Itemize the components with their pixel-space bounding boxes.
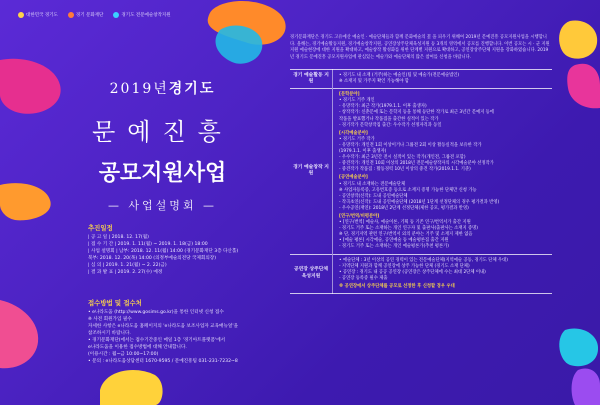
row-line: - 유망작가: 개인전 1회 이상이거나 그룹전 2회 이상 활동실적을 보유한 작가	[339, 142, 482, 148]
submission-row: (이용시간 : 월~금 10:00~17:00)	[88, 352, 159, 357]
row-label: 공연장 상주단체 육성지원	[290, 254, 333, 293]
row-line: - 유망작가: 최근 작가(1979.1.1. 이후 출생자)	[339, 104, 427, 110]
title-line-1: 문예진흥	[92, 118, 233, 146]
decorative-blob-magenta-right	[565, 60, 600, 110]
submission-row: • e나라도움 (http://www.gosims.go.kr)을 통한 인터넷 신청 접수	[88, 310, 224, 315]
title-line-2: 공모지원사업	[98, 161, 227, 186]
submission-row: 참조하시기 바랍니다.	[88, 331, 131, 336]
table-row	[290, 254, 552, 293]
row-line: (1979.1.1. 이후 출생자)	[339, 149, 387, 155]
decorative-blob-pink-bottom-left	[0, 300, 45, 370]
row-line: • [연구/번역] 예술사, 예술이론, 기획 등 기존 연구/번역서가 출간 지원	[339, 220, 471, 226]
submission-row: e나라도움을 이용한 접수방법에 대해 안내합니다.	[88, 345, 187, 350]
row-line: ※ 사업자등록증, 고유번호증 등으로 소재지 증명 가능한 단체만 신청 가능	[339, 187, 477, 193]
logo-arts-support: 경기도 전문예술창작지원	[113, 12, 170, 18]
row-line: - 경기도 거주 또는 소재하는 개인 연구자 및 출판사(출판사는 소재지 증명)	[339, 226, 478, 232]
row-line: - 창작작가: 신춘문예 또는 문학지 등을 통해 등단한 작가로 최근 3년간 문예지 등에	[339, 110, 494, 116]
row-label: 경기 예술창작 지원	[290, 89, 333, 254]
title-line-3: — 사업설명회 —	[107, 199, 218, 212]
decorative-blob-cyan-right	[555, 325, 600, 370]
row-line: • 경기도 내 소재 (거주)하는 예술인(팀 및 예술가(전문예술법인)	[339, 73, 460, 78]
row-line: - 작곡초연(신작): 도내 공연예술단체 (2018년 1단계 선정단체의 경우 평가결과 반영)	[339, 199, 500, 205]
eligibility-panel	[290, 35, 552, 294]
intro-paragraph: 경기문화재단은 경기도 고유예산 예술인 · 예술단체들과 함께 문화예술의 꽃 을 피우기 위해여 2019년 문예진흥 공모지원사업을 시행합니다. 올해는, 경기예술활동지원, 경기예술창작지원, 공연장상주단체육성지원 등 3개의 영역에서 공모를 진행합니다. 이번 공모는 시 · 군 지원지원 예술현장에 대한 지원을 확대하고, 예술창작 활성화를 위한 단계별 지원으로 확대하고, 공연장상주단체 지원을 강화하였습니다. 2019년 경기도 문예진흥 공모지원사업에 관심있는 예술가와 예술단체의 많은 참여를 신청을 바랍니다.	[290, 35, 550, 60]
row-line: ※ 소재지 및 가주지 확인 가능해야 함	[339, 79, 409, 85]
schedule-row: | 결 과 발 표 | 2019. 2. 27(수) 예정	[88, 270, 163, 275]
row-line: • 경기도 내 소재하는 전문예술단체	[339, 181, 406, 187]
row-line: • 경기도 거주 개인	[339, 98, 375, 104]
row-label: 경기 예술활동 지원	[290, 70, 333, 89]
sponsor-logos	[18, 12, 171, 18]
logo-gyeonggi-province: 대한민국 경기도	[18, 12, 58, 18]
decorative-blob-purple-right-bottom	[570, 365, 600, 405]
row-line: - 경기도 거주 또는 소재하는 개인 예술평론가(추천 평론가)	[339, 244, 449, 250]
row-content	[333, 254, 553, 293]
schedule-row: | 사업 설명회 | 남부: 2018. 12. 11(월) 14:00 (경기문화재단 3층 다산홀)	[88, 249, 239, 254]
row-line: - 공연창작(신작): 도내 공연예술단체	[339, 193, 408, 199]
submission-row: • 경기문화재단(에서는 접수기간중인 매일 1층 '경기아트플랫폼'에서	[88, 338, 226, 343]
title-block	[60, 78, 265, 213]
row-subheading: [연구/번역/비평분야]	[339, 213, 380, 219]
schedule-row: | 심 의 | 2019. 1. 21(월) ~ 2. 22(금)	[88, 263, 167, 268]
submission-row: ※ 사전 회원가입 필수	[88, 317, 132, 322]
submission-row: 자세한 사항은 e나라도움 홈페이지의 'e나라도움 보조사업자 교육매뉴얼'을	[88, 324, 239, 329]
row-content	[333, 89, 553, 254]
row-line: - 우수작가: 최근 3년간 전시 실적이 있는 작가(개인전, 그룹전 포함)	[339, 155, 466, 161]
schedule-row: | 접 수 기 간 | 2019. 1. 11(월) ~ 2019. 1. 18(금) 18:00	[88, 242, 208, 247]
decorative-blob-cyan-top	[210, 20, 270, 70]
row-content	[333, 70, 553, 89]
title-year: 2019년경기도	[109, 81, 216, 97]
row-line: - 경기작가 문학창작집 출간: 우수작가 선정자격과 동일	[339, 122, 442, 128]
schedule-row: | 공 고 일 | 2018. 12. 17(월)	[88, 235, 149, 240]
row-line: • 경기도 거주 작가	[339, 136, 375, 142]
submission-section	[88, 300, 263, 365]
schedule-heading: 추진일정	[88, 224, 113, 232]
submission-row: • 문의 : e나라도움상담센터 1670-9595 / 문예진흥팀 031-231-7232~8	[88, 359, 238, 364]
row-line: - 중견작가: 개인전 10회 이상의 2018년 전문예술창작자의 시각예술분야 선정작가	[339, 161, 494, 167]
row-line: • 공연장 : 경기도 내 공공 공연장 (공연장은 상주단체에 수는 최대 2단체 이내)	[339, 269, 486, 275]
row-line: • [예술 평론] 시각예술, 공연예술 등 예술평론집 출간 지원	[339, 238, 449, 244]
table-row	[290, 70, 552, 89]
row-line: - 중견작가 작품집 : 활동경력 10년 이상의 중견 작가(2019.1.1. 기준)	[339, 167, 471, 173]
decorative-blob-orange-left	[0, 180, 60, 225]
row-line: ※ 단, 경기지역 관련 연구/번역서 외의 분야는 거주 및 소재지 제한 없음	[339, 232, 473, 238]
row-line: - 지역단체 지원과 함께 공연장에 상주 가능한 단체 (경기도 소재 단체)	[339, 263, 470, 269]
logo-gyeonggi-cultural-foundation: 경기 문화재단	[68, 12, 104, 18]
submission-heading: 접수방법 및 접수처	[88, 299, 142, 307]
row-line: - 공연장 등록증 필수 제출	[339, 275, 388, 281]
schedule-row: 북부: 2018. 12. 20(목) 14:00 (의정부예술의전당 국제회의장)	[88, 256, 217, 261]
row-subheading: [시각예술분야]	[339, 130, 368, 136]
schedule-section	[88, 225, 258, 276]
eligibility-table	[290, 69, 552, 294]
row-subheading: [문학분야]	[339, 92, 360, 98]
decorative-blob-yellow-right-top	[555, 18, 600, 63]
row-line: • 예술단체 : 3년 이상의 공연 경력이 있는 전문예술단체(지역예술 공동, 경기도 단체 우대)	[339, 257, 508, 263]
row-line: - 우수공연(재연): 2018년 2단계 선정단체(제한 공모, 평가결과 반영)	[339, 205, 469, 211]
row-subheading: [공연예술분야]	[339, 175, 368, 181]
decorative-blob-yellow-bottom	[95, 365, 165, 405]
table-row	[290, 89, 552, 254]
row-subheading: ※ 공연장에서 상주단체를 공모로 선정한 후 신청할 경우 우대	[339, 283, 455, 289]
row-line: 작품을 발표했거나 작품집을 출간한 실적이 있는 작가	[339, 116, 439, 122]
